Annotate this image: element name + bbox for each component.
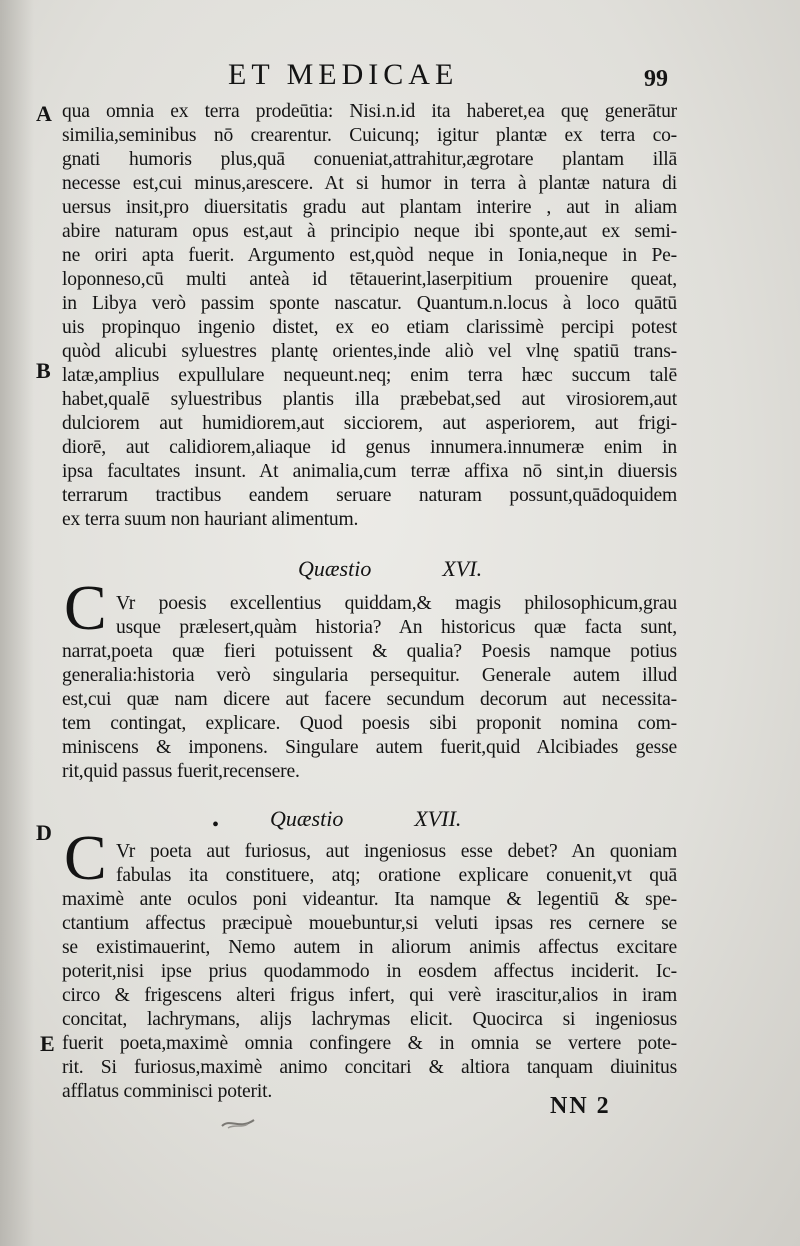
text-line: se existimauerint, Nemo autem in aliorum animis affectus excitare <box>62 937 677 958</box>
page-number: 99 <box>644 66 668 92</box>
text-line: generalia:historia verò singularia persequitur. Generale autem illud <box>62 665 677 686</box>
text-line: usque prælesert,quàm historia? An historicus quæ facta sunt, <box>116 617 677 638</box>
text-line: loponneso,cū multi anteà id tētauerint,laserpitium prouenire queat, <box>62 269 677 290</box>
text-line: in Libya verò passim sponte nascatur. Quantum.n.locus à loco quātū <box>62 293 677 314</box>
text-line: tem contingat, explicare. Quod poesis sibi proponit nomina com- <box>62 713 677 734</box>
running-title: ET MEDICAE <box>228 58 459 91</box>
text-line: ctantium affectus præcipuè mouebuntur,si veluti ipsas res cernere se <box>62 913 677 934</box>
text-line: qua omnia ex terra prodeūtia: Nisi.n.id ita haberet,ea quę generātur <box>62 101 677 122</box>
text-line: latæ,amplius expullulare nequeunt.neq; enim terra hæc succum talē <box>62 365 677 386</box>
text-line: dulciorem aut humidiorem,aut sicciorem, aut asperiorem, aut frigi- <box>62 413 677 434</box>
drop-cap: C <box>64 822 107 893</box>
text-line: uis propinquo ingenio distet, ex eo etiam clarissimè percipi potest <box>62 317 677 338</box>
text-line: ne oriri apta fuerit. Argumento est,quòd neque in Ionia,neque in Pe- <box>62 245 677 266</box>
text-line: quòd alicubi syluestres plantę orientes,inde aliò vel vlnę spatiū trans- <box>62 341 677 362</box>
text-line: similia,seminibus nō crearentur. Cuicunq; igitur plantæ ex terra co- <box>62 125 677 146</box>
text-line: maximè ante oculos poni videantur. Ita namque & legentiū & spe- <box>62 889 677 910</box>
text-line: terrarum tractibus eandem seruare naturam possunt,quādoquidem <box>62 485 677 506</box>
text-line: est,cui quæ nam dicere aut facere secundum decorum aut necessita- <box>62 689 677 710</box>
text-line: miniscens & imponens. Singulare autem fuerit,quid Alcibiades gesse <box>62 737 677 758</box>
text-line: necesse est,cui minus,arescere. At si humor in terra à plantæ natura di <box>62 173 677 194</box>
text-line: circo & frigescens alteri frigus infert, qui verè irascitur,alios in iram <box>62 985 677 1006</box>
ink-flourish-icon <box>218 1112 258 1132</box>
heading-word: Quæstio <box>298 556 372 581</box>
text-line: poterit,nisi ipse prius quodammodo in eosdem affectus inciderit. Ic- <box>62 961 677 982</box>
question-heading-17 <box>270 806 461 832</box>
text-line: ex terra suum non hauriant alimentum. <box>62 509 359 530</box>
running-head <box>0 56 800 96</box>
drop-cap: C <box>64 572 107 643</box>
question-heading-16 <box>298 556 482 582</box>
text-line: habet,qualē syluestribus plantis illa præbebat,sed aut virosiorem,aut <box>62 389 677 410</box>
heading-number: XVI. <box>442 556 483 581</box>
heading-number: XVII. <box>414 806 462 831</box>
text-line: afflatus comminisci poterit. <box>62 1081 273 1102</box>
text-line: ipsa facultates insunt. At animalia,cum terræ affixa nō sint,in diuersis <box>62 461 677 482</box>
text-line: Vr poesis excellentius quiddam,& magis philosophicum,grau <box>116 593 677 614</box>
margin-letter-e: E <box>40 1031 55 1056</box>
text-line: abire naturam opus est,aut à principio neque ibi sponte,aut ex semi- <box>62 221 677 242</box>
text-line: rit,quid passus fuerit,recensere. <box>62 761 300 782</box>
margin-letter-a: A <box>36 101 52 126</box>
margin-letter-b: B <box>36 358 51 383</box>
text-line: diorē, aut calidiorem,aliaque id genus innumera.innumeræ enim in <box>62 437 677 458</box>
text-line: gnati humoris plus,quā conueniat,attrahitur,ægrotare plantam illā <box>62 149 677 170</box>
text-line: uersus insit,pro diuersitatis gradu aut plantam interire , aut in aliam <box>62 197 677 218</box>
signature-mark: NN 2 <box>550 1093 611 1119</box>
text-line: fabulas ita constituere, atq; oratione explicare conuenit,vt quā <box>116 865 677 886</box>
text-line: Vr poeta aut furiosus, aut ingeniosus esse debet? An quoniam <box>116 841 677 862</box>
stray-dot: • <box>212 814 220 836</box>
text-line: fuerit poeta,maximè omnia confingere & in omnia se vertere pote- <box>62 1033 677 1054</box>
margin-letter-d: D <box>36 820 52 845</box>
text-line: rit. Si furiosus,maximè animo concitari & altiora tanquam diuinitus <box>62 1057 677 1078</box>
spine-shadow <box>0 0 34 1246</box>
text-line: narrat,poeta quæ fieri potuissent & qualia? Poesis namque potius <box>62 641 677 662</box>
heading-word: Quæstio <box>270 806 344 831</box>
text-line: concitat, lachrymans, alijs lachrymas elicit. Quocirca si ingeniosus <box>62 1009 677 1030</box>
